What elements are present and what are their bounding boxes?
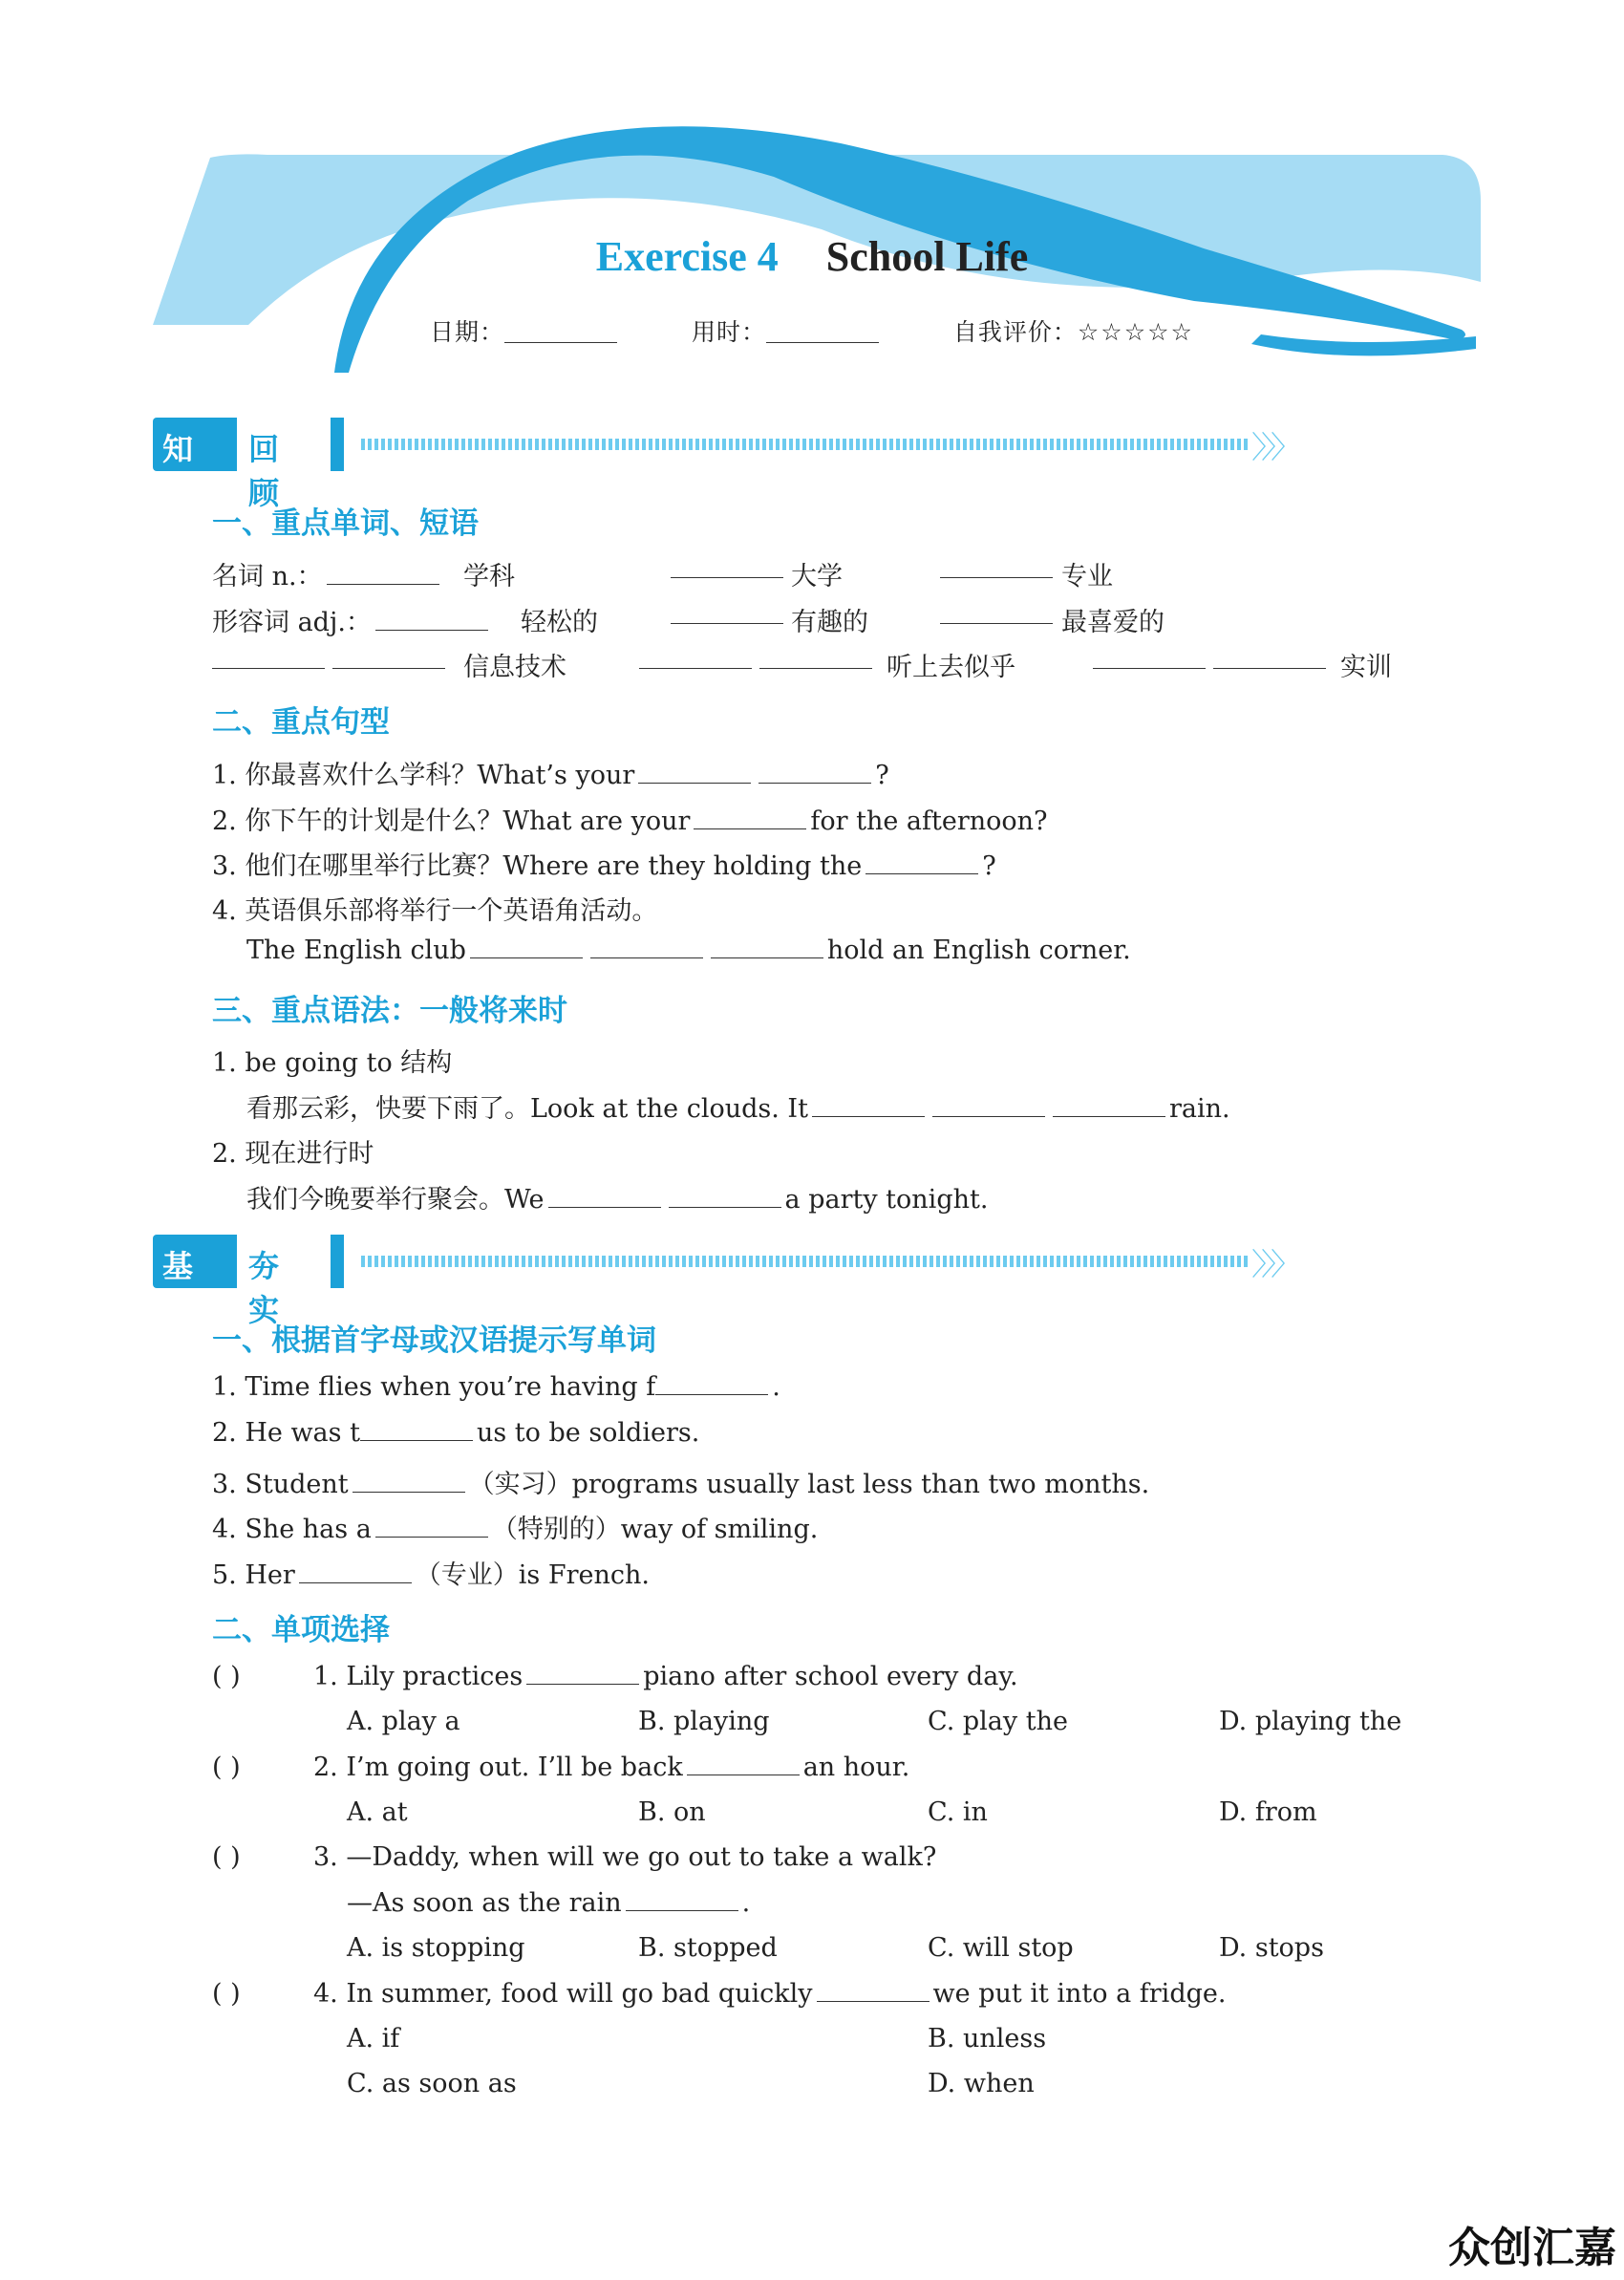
question-text: —As soon as the rain: [347, 1888, 622, 1918]
option-a[interactable]: A. is stopping: [347, 1933, 525, 1963]
answer-blank[interactable]: [548, 1186, 661, 1208]
time-label: 用时：: [691, 318, 766, 346]
answer-blank[interactable]: [360, 1419, 473, 1441]
option-b[interactable]: B. stopped: [638, 1933, 778, 1963]
question-text: 1. Lily practices: [313, 1662, 524, 1691]
adj-item: 轻松的: [521, 608, 598, 637]
option-d[interactable]: D. when: [928, 2069, 1035, 2098]
answer-blank[interactable]: [639, 647, 752, 669]
answer-blank[interactable]: [375, 609, 488, 631]
sentence-1: [212, 754, 889, 791]
option-b[interactable]: B. playing: [638, 1707, 770, 1736]
option-b[interactable]: B. on: [638, 1797, 706, 1827]
sentence-text: 3. 他们在哪里举行比赛？Where are they holding the: [212, 851, 863, 881]
exercise-title: School Life: [825, 233, 1029, 280]
section-tag-2: 夯实: [248, 1248, 280, 1328]
question-text: 1. Time flies when you’re having f: [212, 1372, 656, 1402]
noun-row: [212, 555, 443, 592]
answer-blank[interactable]: [759, 762, 871, 784]
rating-label: 自我评价：: [952, 318, 1078, 346]
answer-blank[interactable]: [687, 1753, 800, 1775]
sentence-text: hold an English corner.: [826, 936, 1131, 965]
answer-bracket[interactable]: ( ): [212, 1842, 241, 1872]
date-blank[interactable]: [504, 325, 617, 343]
answer-blank[interactable]: [759, 647, 872, 669]
sentence-text: The English club: [246, 936, 466, 965]
answer-blank[interactable]: [1053, 1095, 1165, 1117]
answer-blank[interactable]: [817, 1980, 930, 2002]
sentence-text: 1. 你最喜欢什么学科？What’s your: [212, 761, 635, 790]
section-tag-2: 回顾: [248, 431, 280, 511]
answer-blank[interactable]: [1213, 647, 1326, 669]
adj-label: 形容词 adj.：: [212, 608, 372, 637]
answer-blank[interactable]: [299, 1561, 412, 1583]
phrase-row: [208, 646, 449, 676]
option-a[interactable]: A. if: [347, 2024, 400, 2054]
grammar-1-example: [246, 1087, 1230, 1125]
subheading-grammar: 三、重点语法：一般将来时: [212, 994, 567, 1028]
option-d[interactable]: D. from: [1219, 1797, 1317, 1827]
option-c[interactable]: C. as soon as: [347, 2069, 517, 2098]
answer-blank[interactable]: [940, 602, 1053, 624]
watermark-logo: 众创汇嘉: [1448, 2224, 1616, 2272]
question-text: 3. Student: [212, 1470, 349, 1499]
option-c[interactable]: C. in: [928, 1797, 988, 1827]
sentence-2: [212, 800, 1048, 837]
phrase-row: [1089, 646, 1330, 676]
answer-blank[interactable]: [655, 1373, 768, 1395]
grammar-2-example: [246, 1178, 988, 1215]
page-title: [0, 232, 1624, 281]
answer-blank[interactable]: [212, 647, 325, 669]
grammar-1-title: 1. be going to 结构: [212, 1048, 453, 1078]
phrase-item: 实训: [1340, 653, 1392, 682]
adj-item-row: [667, 601, 787, 631]
answer-blank[interactable]: [932, 1095, 1045, 1117]
answer-blank[interactable]: [526, 1663, 639, 1685]
answer-blank[interactable]: [812, 1095, 925, 1117]
chevron-right-icon: 〉〉〉: [1251, 429, 1296, 465]
word-question-4: [212, 1508, 818, 1545]
noun-item: 学科: [463, 562, 515, 592]
answer-blank[interactable]: [327, 563, 439, 585]
answer-blank[interactable]: [638, 762, 751, 784]
sentence-text: 我们今晚要举行聚会。We: [246, 1185, 545, 1215]
sentence-4-cn: 4. 英语俱乐部将举行一个英语角活动。: [212, 896, 658, 926]
question-text: .: [772, 1372, 780, 1402]
answer-blank[interactable]: [865, 852, 978, 874]
noun-item-row: [667, 555, 787, 585]
adj-item: 最喜爱的: [1061, 608, 1165, 637]
section-tag-1: 基础: [162, 1248, 194, 1328]
question-text: 2. He was t: [212, 1418, 360, 1448]
time-blank[interactable]: [766, 325, 879, 343]
answer-bracket[interactable]: ( ): [212, 1662, 241, 1691]
question-text: （特别的）way of smiling.: [491, 1515, 819, 1544]
subheading-sentences: 二、重点句型: [212, 705, 390, 740]
phrase-row: [635, 646, 876, 676]
question-text: 4. She has a: [212, 1515, 372, 1544]
grammar-2-title: 2. 现在进行时: [212, 1139, 374, 1169]
answer-blank[interactable]: [375, 1516, 488, 1538]
option-d[interactable]: D. stops: [1219, 1933, 1324, 1963]
answer-blank[interactable]: [711, 936, 823, 958]
mc-question-2: [313, 1753, 909, 1782]
answer-blank[interactable]: [626, 1889, 738, 1911]
subheading-word-fill: 一、根据首字母或汉语提示写单词: [212, 1323, 656, 1358]
noun-label: 名词 n.：: [212, 562, 323, 592]
question-text: an hour.: [802, 1753, 910, 1782]
subheading-multiple-choice: 二、单项选择: [212, 1613, 390, 1647]
sentence-3: [212, 845, 996, 882]
question-text: （实习）programs usually last less than two months.: [468, 1470, 1150, 1499]
question-text: （专业）is French.: [415, 1560, 650, 1590]
word-question-1: [212, 1372, 780, 1402]
adj-row: [212, 601, 492, 638]
noun-item-row: [936, 555, 1057, 585]
section-tag-1: 知识: [162, 431, 194, 511]
dotted-divider: [361, 439, 1250, 450]
answer-blank[interactable]: [940, 556, 1053, 578]
answer-bracket[interactable]: ( ): [212, 1753, 241, 1782]
question-text: piano after school every day.: [643, 1662, 1018, 1691]
subheading-vocab: 一、重点单词、短语: [212, 506, 479, 541]
phrase-item: 听上去似乎: [887, 653, 1015, 682]
answer-blank[interactable]: [671, 556, 783, 578]
noun-item: 大学: [791, 562, 843, 592]
date-label: 日期：: [430, 318, 505, 346]
sentence-text: ?: [982, 851, 996, 881]
rating-stars[interactable]: ☆☆☆☆☆: [1077, 318, 1194, 346]
mc-question-3-reply: [347, 1888, 750, 1918]
sentence-text: 看那云彩，快要下雨了。Look at the clouds. It: [246, 1094, 808, 1124]
word-question-2: [212, 1418, 699, 1448]
answer-blank[interactable]: [669, 1186, 781, 1208]
answer-blank[interactable]: [694, 807, 806, 829]
option-a[interactable]: A. at: [347, 1797, 408, 1827]
question-text: us to be soldiers.: [476, 1418, 700, 1448]
question-text: 5. Her: [212, 1560, 295, 1590]
mc-question-3: 3. —Daddy, when will we go out to take a walk?: [313, 1842, 937, 1872]
option-a[interactable]: A. play a: [347, 1707, 460, 1736]
sentence-text: for the afternoon?: [810, 807, 1048, 836]
sentence-text: a party tonight.: [784, 1185, 989, 1215]
answer-blank[interactable]: [590, 936, 703, 958]
phrase-item: 信息技术: [463, 653, 566, 682]
option-d[interactable]: D. playing the: [1219, 1707, 1402, 1736]
noun-item: 专业: [1061, 562, 1113, 592]
dotted-divider: [361, 1256, 1250, 1267]
option-c[interactable]: C. will stop: [928, 1933, 1074, 1963]
answer-bracket[interactable]: ( ): [212, 1979, 241, 2009]
question-text: .: [741, 1888, 751, 1918]
word-question-3: [212, 1463, 1149, 1500]
option-b[interactable]: B. unless: [928, 2024, 1047, 2054]
sentence-4-en: [246, 936, 1131, 965]
answer-blank[interactable]: [470, 936, 583, 958]
question-text: 2. I’m going out. I’ll be back: [313, 1753, 683, 1782]
adj-item-row: [936, 601, 1057, 631]
chevron-right-icon: 〉〉〉: [1251, 1246, 1296, 1282]
sentence-text: rain.: [1168, 1094, 1230, 1124]
answer-blank[interactable]: [671, 602, 783, 624]
question-text: we put it into a fridge.: [932, 1979, 1227, 2009]
exercise-number: Exercise 4: [595, 233, 779, 280]
word-question-5: [212, 1554, 650, 1591]
question-text: 4. In summer, food will go bad quickly: [313, 1979, 813, 2009]
sentence-text: ?: [875, 761, 889, 790]
answer-blank[interactable]: [332, 647, 445, 669]
answer-blank[interactable]: [1093, 647, 1206, 669]
adj-item: 有趣的: [791, 608, 868, 637]
option-c[interactable]: C. play the: [928, 1707, 1068, 1736]
mc-question-1: [313, 1662, 1018, 1691]
sentence-text: 2. 你下午的计划是什么？What are your: [212, 807, 691, 836]
mc-question-4: [313, 1979, 1226, 2009]
meta-row: [0, 313, 1624, 348]
answer-blank[interactable]: [353, 1471, 465, 1493]
